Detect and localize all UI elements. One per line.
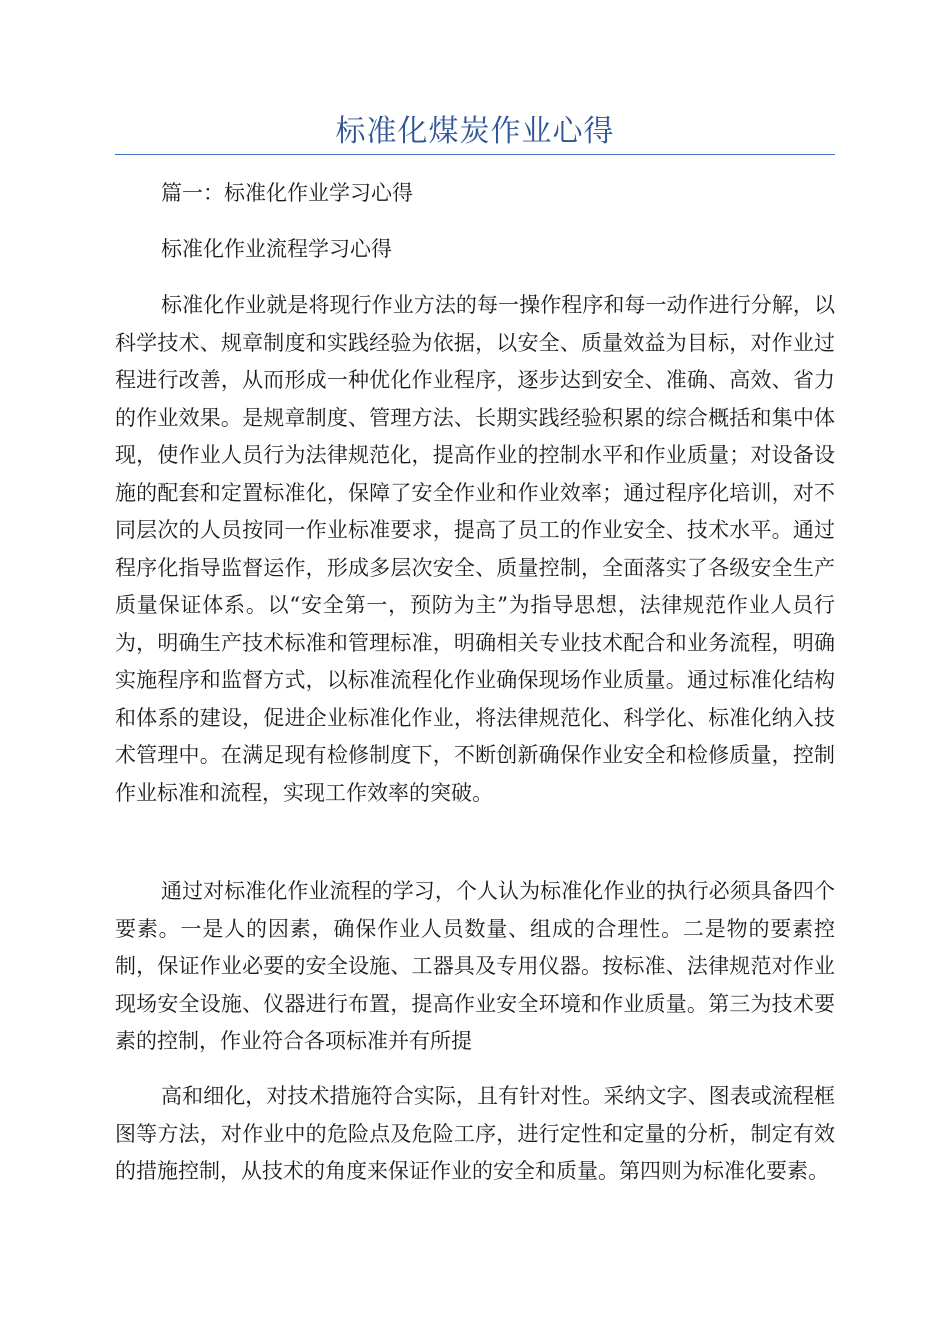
subheading: 标准化作业流程学习心得: [161, 237, 392, 261]
paragraph-2: 通过对标准化作业流程的学习，个人认为标准化作业的执行必须具备四个要素。一是人的因素，确保作业人员数量、组成的合理性。二是物的要素控制，保证作业必要的安全设施、工器具及专用仪器。按标准、法律规范对作业现场安全设施、仪器进行布置，提高作业安全环境和作业质量。第三为技术要素的控制，作业符合各项标准并有所提: [115, 879, 835, 1053]
section-heading: 篇一：标准化作业学习心得: [161, 181, 413, 205]
document-title: 标准化煤炭作业心得: [335, 114, 615, 149]
title-underline: [115, 154, 835, 155]
paragraph-1: 标准化作业就是将现行作业方法的每一操作程序和每一动作进行分解，以科学技术、规章制度和实践经验为依据，以安全、质量效益为目标，对作业过程进行改善，从而形成一种优化作业程序，逐步达到安全、准确、高效、省力的作业效果。是规章制度、管理方法、长期实践经验积累的综合概括和集中体现，使作业人员行为法律规范化，提高作业的控制水平和作业质量；对设备设施的配套和定置标准化，保障了安全作业和作业效率；通过程序化培训，对不同层次的人员按同一作业标准要求，提高了员工的作业安全、技术水平。通过程序化指导监督运作，形成多层次安全、质量控制，全面落实了各级安全生产质量保证体系。以“安全第一，预防为主”为指导思想，法律规范作业人员行为，明确生产技术标准和管理标准，明确相关专业技术配合和业务流程，明确实施程序和监督方式，以标准流程化作业确保现场作业质量。通过标准化结构和体系的建设，促进企业标准化作业，将法律规范化、科学化、标准化纳入技术管理中。在满足现有检修制度下，不断创新确保作业安全和检修质量，控制作业标准和流程，实现工作效率的突破。: [115, 293, 835, 805]
paragraph-3: 高和细化，对技术措施符合实际，且有针对性。采纳文字、图表或流程框图等方法，对作业中的危险点及危险工序，进行定性和定量的分析，制定有效的措施控制，从技术的角度来保证作业的安全和质量。第四则为标准化要素。: [115, 1084, 835, 1183]
